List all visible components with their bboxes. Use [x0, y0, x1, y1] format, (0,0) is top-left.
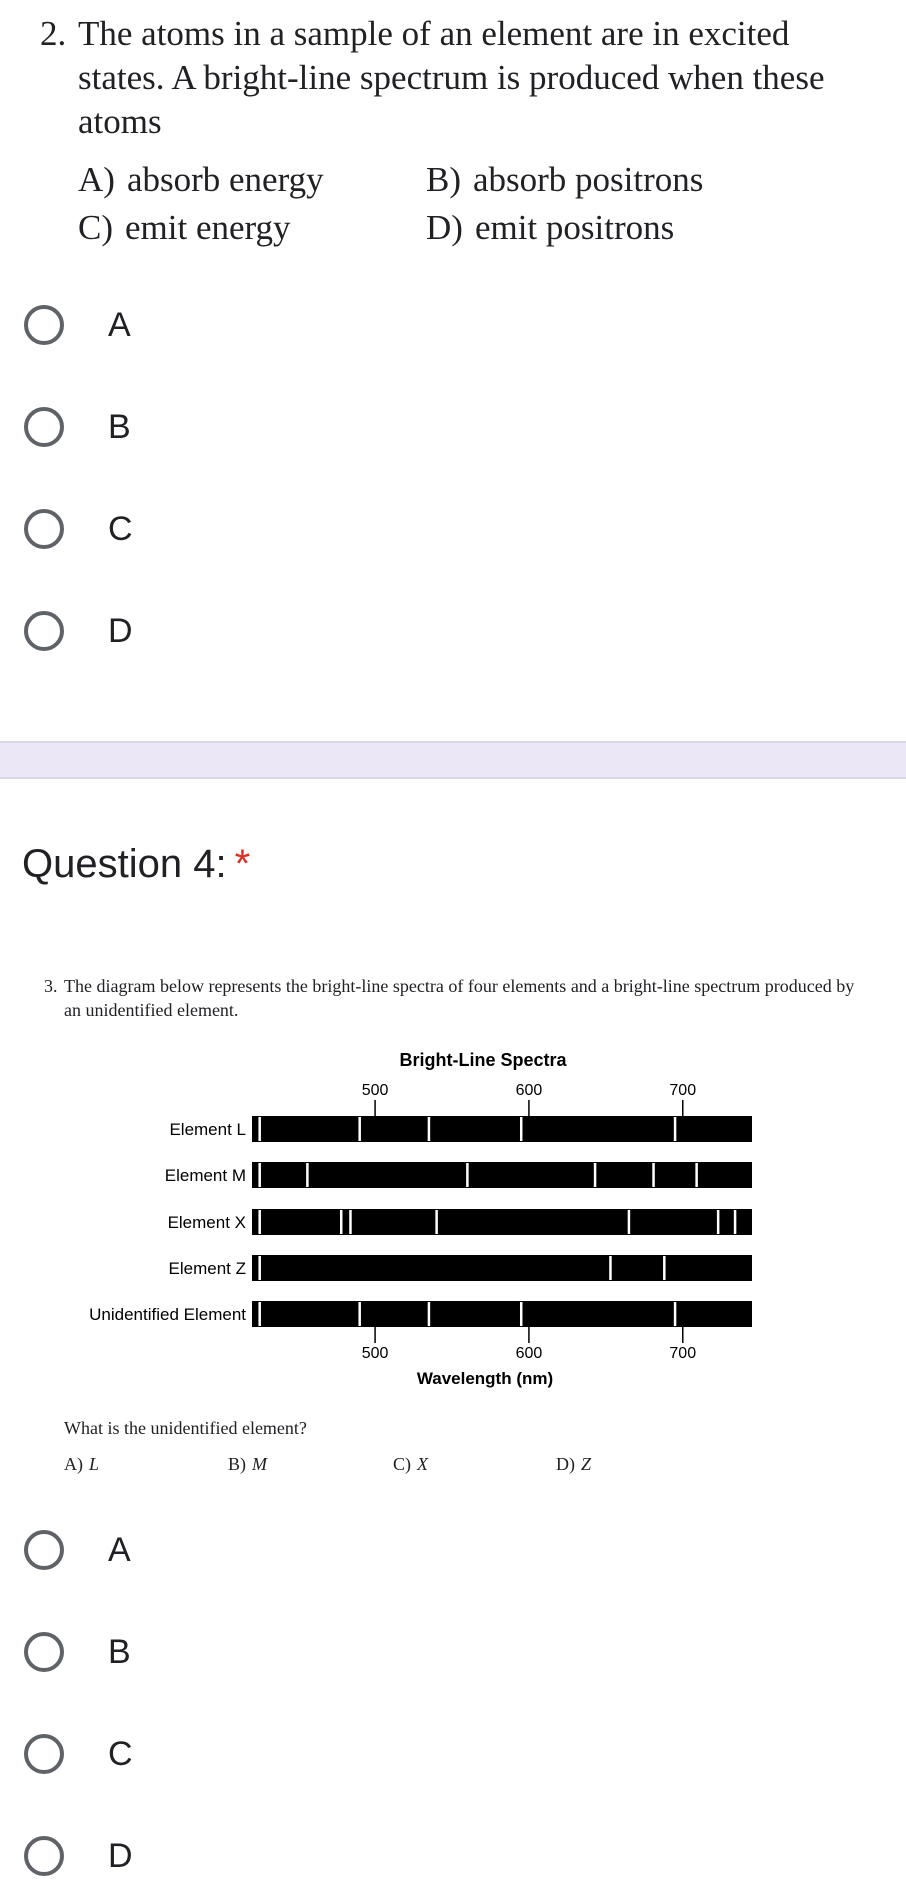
spectrum-bar-element-x: [252, 1209, 752, 1235]
bright-line-spectra-chart: [0, 1040, 906, 1400]
x-tick-label-top: 700: [669, 1082, 697, 1099]
x-tick-label-top: 600: [515, 1082, 543, 1099]
choice-letter: B): [426, 160, 461, 199]
option-label: D: [108, 1836, 133, 1875]
choice-text: emit positrons: [474, 208, 675, 247]
choice-letter: A): [78, 160, 115, 199]
option-label: B: [108, 407, 131, 446]
radio-button[interactable]: [24, 1530, 64, 1570]
radio-button[interactable]: [24, 1836, 64, 1876]
question-text: The diagram below represents the bright-line spectra of four elements and a bright-line spectrum produced by an unidentified element.: [64, 976, 855, 1020]
required-marker: *: [234, 842, 251, 886]
radio-option-a[interactable]: [24, 295, 424, 355]
question-image-previous: [0, 0, 906, 270]
x-tick-label-bottom: 600: [515, 1345, 543, 1362]
spectrum-bar-element-l: [252, 1116, 752, 1142]
choice-letter: A): [64, 1454, 83, 1474]
answer-choice-d: [426, 206, 674, 250]
series-label-element-m: Element M: [164, 1166, 246, 1185]
series-label-element-x: Element X: [167, 1213, 246, 1232]
option-label: A: [108, 1530, 131, 1569]
choice-text: absorb positrons: [473, 160, 704, 199]
answer-choice-d: [556, 1454, 591, 1475]
choice-letter: C): [393, 1454, 411, 1474]
choice-text: L: [89, 1454, 100, 1474]
sub-question-text: What is the unidentified element?: [64, 1418, 307, 1438]
answer-choice-a: [78, 158, 324, 202]
radio-option-d[interactable]: [24, 601, 424, 661]
option-label: B: [108, 1632, 131, 1671]
option-label: C: [108, 509, 133, 548]
radio-button[interactable]: [24, 611, 64, 651]
answer-choice-c: [393, 1454, 428, 1475]
choice-text: Z: [581, 1454, 592, 1474]
radio-option-b[interactable]: [24, 1622, 424, 1682]
radio-button[interactable]: [24, 305, 64, 345]
section-divider: [0, 741, 906, 779]
radio-button[interactable]: [24, 509, 64, 549]
answer-choice-c: [78, 206, 291, 250]
chart-title: Bright-Line Spectra: [399, 1050, 567, 1070]
spectrum-bar-unidentified-element: [252, 1301, 752, 1327]
chart-body: [89, 1082, 752, 1362]
x-tick-label-top: 500: [361, 1082, 389, 1099]
question-title-text: Question 4:: [22, 842, 227, 886]
choice-text: emit energy: [125, 208, 291, 247]
choice-text: absorb energy: [126, 160, 324, 199]
x-tick-label-bottom: 500: [361, 1345, 389, 1362]
answer-choice-b: [228, 1454, 267, 1475]
option-label: D: [108, 611, 133, 650]
choice-text: X: [417, 1454, 428, 1474]
series-label-unidentified-element: Unidentified Element: [89, 1305, 246, 1324]
radio-option-a[interactable]: [24, 1520, 424, 1580]
spectrum-bar-element-m: [252, 1162, 752, 1188]
choice-letter: C): [78, 208, 113, 247]
radio-option-c[interactable]: [24, 1724, 424, 1784]
radio-option-b[interactable]: [24, 397, 424, 457]
series-label-element-l: Element L: [169, 1120, 246, 1139]
spectrum-bar-element-z: [252, 1255, 752, 1281]
x-axis-label: Wavelength (nm): [416, 1369, 554, 1388]
answer-choice-b: [426, 158, 703, 202]
question-title: [22, 842, 250, 887]
answer-choice-a: [64, 1454, 99, 1475]
radio-button[interactable]: [24, 1734, 64, 1774]
choice-letter: D): [426, 208, 463, 247]
radio-button[interactable]: [24, 1632, 64, 1672]
question-number: 3.: [44, 976, 58, 996]
radio-option-d[interactable]: [24, 1826, 424, 1886]
choice-text: M: [252, 1454, 267, 1474]
series-label-element-z: Element Z: [168, 1259, 246, 1278]
option-label: A: [108, 305, 131, 344]
option-label: C: [108, 1734, 133, 1773]
question-text: The atoms in a sample of an element are in excited states. A bright-line spectrum is produced when these atoms: [78, 14, 825, 141]
x-tick-label-bottom: 700: [669, 1345, 697, 1362]
radio-button[interactable]: [24, 407, 64, 447]
question-number: 2.: [40, 14, 67, 53]
radio-option-c[interactable]: [24, 499, 424, 559]
choice-letter: D): [556, 1454, 575, 1474]
choice-letter: B): [228, 1454, 246, 1474]
